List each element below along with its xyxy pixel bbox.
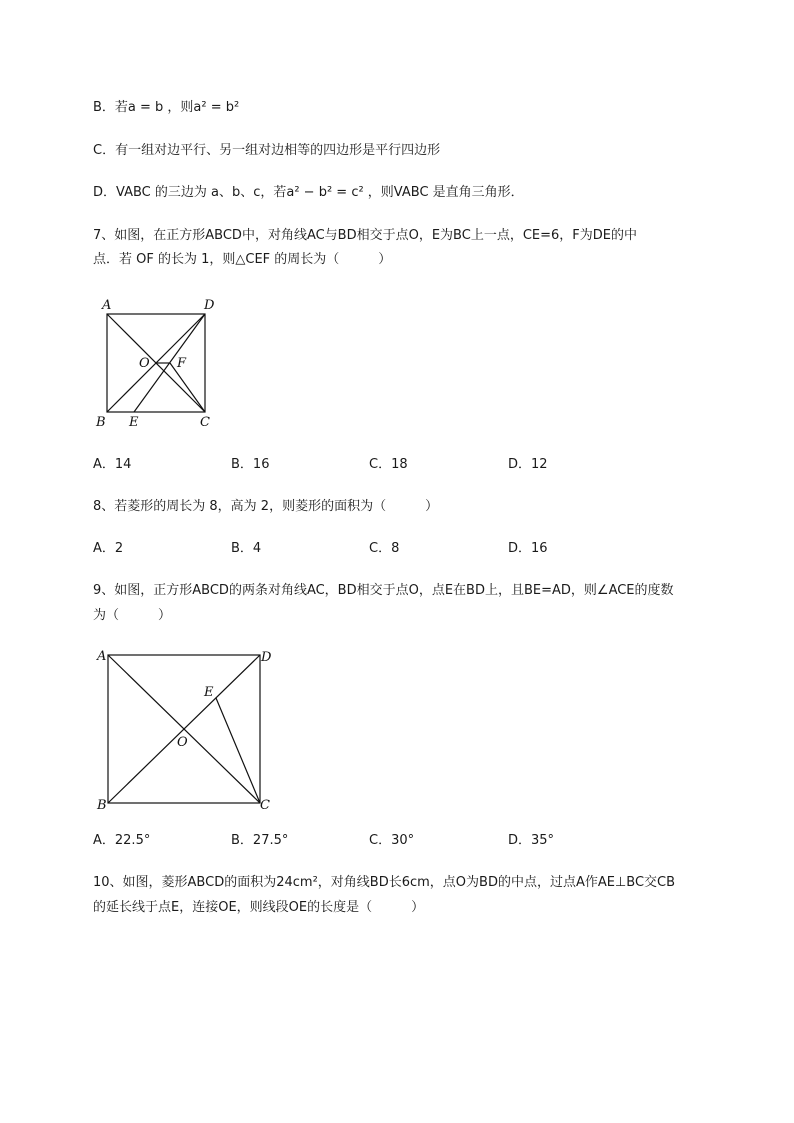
q10-stem-line2: 的延长线于点E，连接OE，则线段OE的长度是（ ） <box>93 900 425 915</box>
q9-options <box>93 831 693 851</box>
q9-label-a: A <box>97 649 107 664</box>
q9-label-c: C <box>260 798 270 813</box>
q9-option-b[interactable]: B．27.5° <box>231 833 289 848</box>
q7-label-e: E <box>129 415 139 430</box>
q7-figure <box>90 294 230 434</box>
q7-label-d: D <box>204 298 215 313</box>
q9-label-o: O <box>177 735 188 750</box>
q7-segment-fc <box>170 363 205 412</box>
q8-option-c[interactable]: C．8 <box>369 541 400 556</box>
q9-option-a[interactable]: A．22.5° <box>93 833 151 848</box>
q7-options <box>93 455 693 475</box>
q9-label-e: E <box>204 685 214 700</box>
q8-options <box>93 539 693 559</box>
q9-label-b: B <box>97 798 107 813</box>
q9-option-d[interactable]: D．35° <box>508 833 555 848</box>
q9-label-d: D <box>261 650 272 665</box>
q9-figure <box>90 643 280 818</box>
q9-stem-line1: 9、如图，正方形ABCD的两条对角线AC，BD相交于点O，点E在BD上，且BE=AD，则∠ACE的度数 <box>93 583 674 598</box>
q9-segment-ce <box>216 698 260 803</box>
q8-option-b[interactable]: B．4 <box>231 541 262 556</box>
q7-label-c: C <box>200 415 210 430</box>
q7-label-a: A <box>102 298 112 313</box>
q7-label-o: O <box>139 356 150 371</box>
q6-option-b: B．若a = b ，则a² = b² <box>93 100 240 115</box>
q7-stem-line2: 点．若 OF 的长为 1，则△CEF 的周长为（ ） <box>93 252 392 267</box>
q7-option-c[interactable]: C．18 <box>369 457 408 472</box>
q7-label-f: F <box>177 356 187 371</box>
q8-option-a[interactable]: A．2 <box>93 541 124 556</box>
q7-option-a[interactable]: A．14 <box>93 457 132 472</box>
q8-option-d[interactable]: D．16 <box>508 541 548 556</box>
q6-option-c: C．有一组对边平行、另一组对边相等的四边形是平行四边形 <box>93 143 441 158</box>
q7-option-b[interactable]: B．16 <box>231 457 270 472</box>
q8-stem: 8、若菱形的周长为 8，高为 2，则菱形的面积为（ ） <box>93 499 439 514</box>
q6-option-d: D．VABC 的三边为 a、b、c，若a² − b² = c² ，则VABC 是直角三角形． <box>93 185 524 200</box>
q9-option-c[interactable]: C．30° <box>369 833 415 848</box>
q7-label-b: B <box>96 415 106 430</box>
q9-stem-line2: 为（ ） <box>93 608 172 623</box>
q10-stem-line1: 10、如图，菱形ABCD的面积为24cm²，对角线BD长6cm，点O为BD的中点，过点A作AE⊥BC交CB <box>93 875 676 890</box>
q7-option-d[interactable]: D．12 <box>508 457 548 472</box>
q7-stem-line1: 7、如图，在正方形ABCD中，对角线AC与BD相交于点O，E为BC上一点，CE=6，F为DE的中 <box>93 228 637 243</box>
